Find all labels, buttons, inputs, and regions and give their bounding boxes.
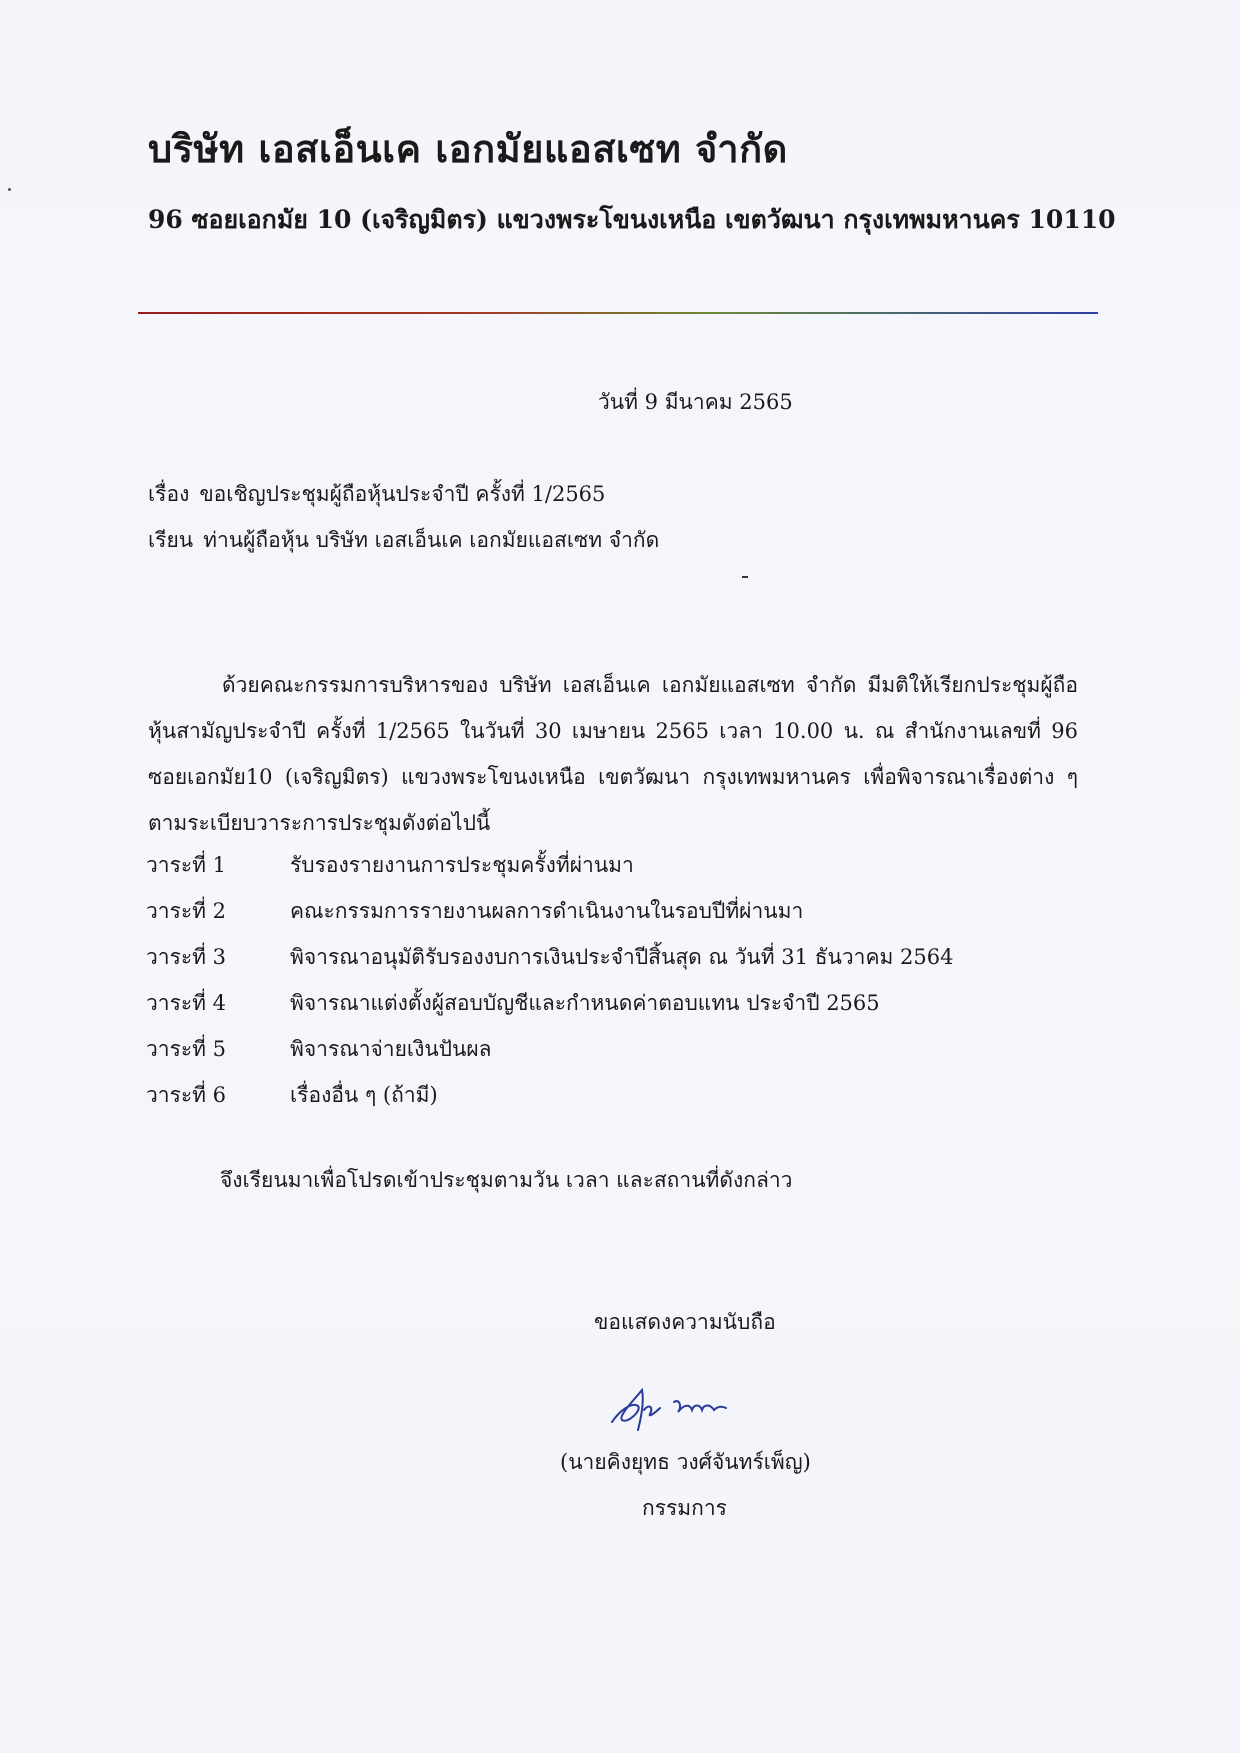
agenda-text: รับรองรายงานการประชุมครั้งที่ผ่านมา	[290, 853, 634, 877]
subject-line	[148, 478, 605, 511]
subject-label: เรื่อง	[148, 482, 190, 506]
agenda-item	[146, 1026, 1046, 1072]
agenda-item	[146, 1072, 1046, 1118]
recipient-text: ท่านผู้ถือหุ้น บริษัท เอสเอ็นเค เอกมัยแอสเซท จำกัด	[203, 528, 660, 552]
agenda-list	[146, 842, 1046, 1118]
letter-body: ด้วยคณะกรรมการบริหารของ บริษัท เอสเอ็นเค เอกมัยแอสเซท จำกัด มีมติให้เรียกประชุมผู้ถือหุ้นสามัญประจำปี ครั้งที่ 1/2565 ในวันที่ 30 เมษายน 2565 เวลา 10.00 น. ณ สำนักงานเลขที่ 96 ซอยเอกมัย10 (เจริญมิตร) แขวงพระโขนงเหนือ เขตวัฒนา กรุงเทพมหานคร เพื่อพิจารณาเรื่องต่าง ๆ ตามระเบียบวาระการประชุมดังต่อไปนี้	[148, 673, 1078, 835]
agenda-text: พิจารณาแต่งตั้งผู้สอบบัญชีและกำหนดค่าตอบแทน ประจำปี 2565	[290, 991, 880, 1015]
agenda-number: วาระที่ 2	[146, 899, 227, 923]
handwritten-signature	[598, 1380, 738, 1440]
signer-title: กรรมการ	[642, 1496, 727, 1520]
company-name: บริษัท เอสเอ็นเค เอกมัยแอสเซท จำกัด	[148, 126, 788, 171]
letterhead-divider	[138, 312, 1098, 314]
agenda-item	[146, 980, 1046, 1026]
company-address: 96 ซอยเอกมัย 10 (เจริญมิตร) แขวงพระโขนงเหนือ เขตวัฒนา กรุงเทพมหานคร 10110	[148, 205, 1116, 234]
agenda-number: วาระที่ 6	[146, 1083, 227, 1107]
agenda-number: วาระที่ 1	[146, 853, 227, 877]
recipient-label: เรียน	[148, 528, 194, 552]
agenda-text: เรื่องอื่น ๆ (ถ้ามี)	[290, 1083, 438, 1107]
closing-sentence: จึงเรียนมาเพื่อโปรดเข้าประชุมตามวัน เวลา และสถานที่ดังกล่าว	[220, 1168, 793, 1192]
signer-name: (นายคิงยุทธ วงศ์จันทร์เพ็ญ)	[560, 1450, 811, 1474]
scan-speck	[8, 188, 11, 191]
agenda-item	[146, 888, 1046, 934]
subject-text: ขอเชิญประชุมผู้ถือหุ้นประจำปี ครั้งที่ 1/2565	[199, 482, 606, 506]
stray-mark	[742, 576, 748, 578]
agenda-number: วาระที่ 3	[146, 945, 227, 969]
recipient-line	[148, 524, 659, 557]
letter-date: วันที่ 9 มีนาคม 2565	[598, 390, 793, 414]
agenda-number: วาระที่ 5	[146, 1037, 227, 1061]
agenda-number: วาระที่ 4	[146, 991, 227, 1015]
agenda-text: พิจารณาอนุมัติรับรองงบการเงินประจำปีสิ้นสุด ณ วันที่ 31 ธันวาคม 2564	[290, 945, 954, 969]
agenda-item	[146, 934, 1046, 980]
agenda-item	[146, 842, 1046, 888]
agenda-text: คณะกรรมการรายงานผลการดำเนินงานในรอบปีที่ผ่านมา	[290, 899, 804, 923]
agenda-text: พิจารณาจ่ายเงินปันผล	[290, 1037, 492, 1061]
closing-regards: ขอแสดงความนับถือ	[594, 1310, 776, 1334]
